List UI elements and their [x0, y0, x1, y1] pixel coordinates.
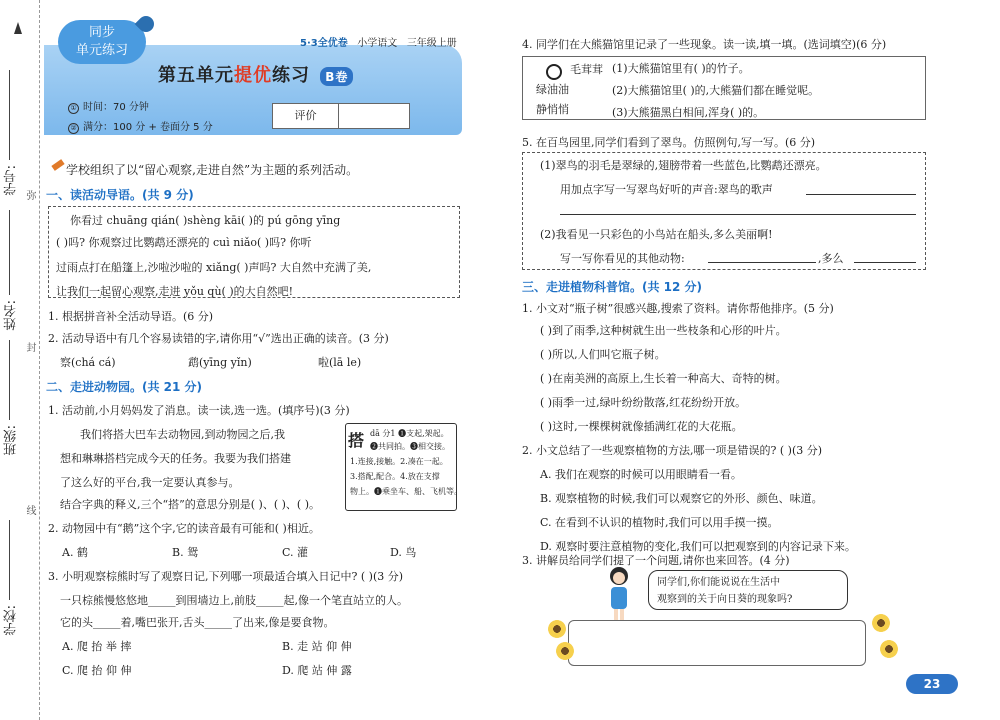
ordering-item[interactable]: ( )所以,人们叫它瓶子树。 [540, 348, 666, 361]
speech-bubble [648, 570, 848, 610]
choice-option[interactable]: D. 观察时要注意植物的变化,我们可以把观察到的内容记录下来。 [540, 540, 856, 553]
question: 1. 小文对“瓶子树”很感兴趣,搜索了资料。请你帮他排序。(5 分) [522, 302, 834, 315]
name-label: 姓名: [4, 300, 19, 331]
pencil-icon [51, 159, 64, 171]
example-line: (2)我看见一只彩色的小鸟站在船头,多么美丽啊! [540, 228, 773, 241]
prompt-line: 用加点字写一写翠鸟好听的声音:翠鸟的歌声 [560, 183, 773, 196]
question: 2. 活动导语中有几个容易读错的字,请你用“√”选出正确的读音。(3 分) [48, 332, 389, 345]
message-line: 我们将搭大巴车去动物园,到动物园之后,我 [80, 428, 285, 441]
id-field[interactable] [9, 70, 10, 160]
time-limit [68, 98, 149, 114]
example-line: (1)翠鸟的羽毛是翠绿的,翅膀带着一些蓝色,比鹦鹉还漂亮。 [540, 159, 827, 172]
title-text: 练习 [272, 65, 310, 86]
hint-line: dā 分1 ❶支起,架起。 [370, 429, 449, 438]
question: 3. 小明观察棕熊时写了观察日记,下列哪一项最适合填入日记中? ( )(3 分) [48, 570, 404, 583]
section-title: 一、读活动导语。(共 9 分) [46, 188, 194, 202]
ordering-item[interactable]: ( )到了雨季,这种树就生出一些枝条和心形的叶片。 [540, 324, 787, 337]
hint-character: 搭 [348, 431, 365, 450]
series-grade: 三年级上册 [406, 38, 457, 49]
sunflower-icon [548, 620, 566, 638]
section-title: 二、走进动物园。(共 21 分) [46, 380, 203, 394]
pinyin-option[interactable]: 啦(lā le) [318, 356, 362, 369]
question: 4. 同学们在大熊猫馆里记录了一些现象。读一读,填一填。(选词填空)(6 分) [522, 38, 887, 51]
word-bank [536, 60, 603, 120]
title-text: 第五单元 [158, 65, 234, 86]
passage-line: 让我们一起留心观察,走进 yǒu qù( )的大自然吧! [56, 285, 294, 298]
answer-line[interactable] [708, 262, 816, 263]
ordering-item[interactable]: ( )在南美洲的高原上,生长着一种高大、奇特的树。 [540, 372, 787, 385]
cut-char: 封 [24, 342, 35, 352]
pinyin-option[interactable]: 鹉(yīng yǐn) [188, 356, 252, 369]
question: 1. 根据拼音补全活动导语。(6 分) [48, 310, 214, 323]
clock-icon: ① [68, 103, 79, 114]
word: 绿油油 [536, 83, 569, 96]
school-label: 学校: [4, 605, 19, 636]
evaluation-label: 评价 [273, 104, 339, 128]
question: 3. 讲解员给同学们提了一个问题,请你也来回答。(4 分) [522, 554, 790, 567]
diary-line: 一只棕熊慢悠悠地_____到围墙边上,前肢_____起,像一个笔直站立的人。 [60, 594, 408, 607]
answer-line[interactable] [806, 194, 916, 195]
choice-option[interactable]: C. 爬 抬 仰 伸 [62, 664, 132, 677]
title-highlight: 提优 [234, 65, 272, 86]
pinyin-option[interactable]: 察(chá cá) [60, 356, 116, 369]
intro-text: 学校组织了以“留心观察,走进自然”为主题的系列活动。 [66, 163, 359, 177]
question: 1. 活动前,小月妈妈发了消息。读一读,选一选。(填序号)(3 分) [48, 404, 350, 417]
sunflower-icon [872, 614, 890, 632]
passage-line: ( )吗? 你观察过比鹦鹉还漂亮的 cuì niǎo( )吗? 你听 [56, 236, 312, 249]
choice-option[interactable]: B. 鸳 [172, 546, 199, 559]
school-field[interactable] [9, 520, 10, 600]
speech-line: 观察到的关于向日葵的现象吗? [657, 594, 793, 605]
ordering-item[interactable]: ( )这时,一棵棵树就像插满红花的大花瓶。 [540, 420, 743, 433]
id-label: 学号: [4, 165, 19, 196]
choice-option[interactable]: D. 爬 站 伸 露 [282, 664, 352, 677]
fill-line: (1)大熊猫馆里有( )的竹子。 [612, 62, 750, 75]
time-text: 时间：70 分钟 [83, 102, 149, 113]
choice-option[interactable]: A. 爬 抬 举 摔 [62, 640, 132, 653]
hint-line: 3.搭配,配合。4.放在支撑 [350, 472, 440, 481]
evaluation-field[interactable] [339, 104, 409, 128]
question: 2. 小文总结了一些观察植物的方法,哪一项是错误的? ( )(3 分) [522, 444, 823, 457]
full-score [68, 118, 213, 134]
question: 5. 在百鸟园里,同学们看到了翠鸟。仿照例句,写一写。(6 分) [522, 136, 816, 149]
binding-strip [0, 0, 40, 720]
answer-box[interactable] [568, 620, 866, 666]
question-tail: 结合字典的释义,三个“搭”的意思分别是( )、( )、( )。 [60, 498, 320, 511]
page-title [158, 61, 353, 87]
page-number: 23 [906, 674, 958, 694]
prompt-line: 写一写你看见的其他动物: [560, 252, 685, 265]
word: 毛茸茸 [570, 63, 603, 76]
badge-line: 单元练习 [75, 43, 128, 58]
word: 静悄悄 [536, 103, 569, 116]
unit-badge [58, 20, 146, 64]
message-line: 想和琳琳搭档完成今天的任务。我要为我们搭建 [60, 452, 291, 465]
guide-girl-illustration [604, 566, 634, 626]
badge-line: 同步 [88, 25, 115, 40]
check-icon: ② [68, 123, 79, 134]
sunflower-icon [880, 640, 898, 658]
prompt-tail: ,多么 [818, 252, 844, 265]
choice-option[interactable]: C. 灌 [282, 546, 309, 559]
sunflower-icon [556, 642, 574, 660]
choice-option[interactable]: B. 走 站 仰 伸 [282, 640, 352, 653]
series-name: 5·3全优卷 [300, 38, 348, 49]
hint-line: ❷共同拍。❸相交接。 [370, 442, 450, 451]
passage-line: 你看过 chuāng qián( )shèng kāi( )的 pú gōng yīng [70, 214, 341, 227]
speech-line: 同学们,你们能说说在生活中 [657, 577, 781, 588]
evaluation-box [272, 103, 410, 129]
class-field[interactable] [9, 340, 10, 420]
choice-option[interactable]: B. 观察植物的时候,我们可以观察它的外形、颜色、味道。 [540, 492, 823, 505]
choice-option[interactable]: A. 我们在观察的时候可以用眼睛看一看。 [540, 468, 742, 481]
diary-line: 它的头_____着,嘴巴张开,舌头_____了出来,像是要食物。 [60, 616, 335, 629]
message-line: 了这么好的平台,我一定要认真参与。 [60, 476, 240, 489]
answer-line[interactable] [854, 262, 916, 263]
choice-option[interactable]: A. 鹤 [62, 546, 88, 559]
cut-char: 弥 [24, 190, 35, 200]
paper-tag: B卷 [320, 67, 353, 86]
choice-option[interactable]: C. 在看到不认识的植物时,我们可以用手摸一摸。 [540, 516, 779, 529]
passage-line: 过雨点打在船篷上,沙啦沙啦的 xiǎng( )声吗? 大自然中充满了美, [56, 261, 372, 274]
series-subject: 小学语文 [357, 38, 398, 49]
arrow-icon [14, 22, 22, 34]
ordering-item[interactable]: ( )雨季一过,绿叶纷纷散落,红花纷纷开放。 [540, 396, 747, 409]
question: 2. 动物园中有“鹅”这个字,它的读音最有可能和( )相近。 [48, 522, 320, 535]
cut-char: 线 [24, 505, 35, 515]
name-field[interactable] [9, 210, 10, 295]
score-text: 满分：100 分 + 卷面分 5 分 [83, 122, 213, 133]
fill-line: (3)大熊猫黑白相间,浑身( )的。 [612, 106, 765, 119]
hint-line: 物上。❶乘坐车、船、飞机等。 [350, 487, 462, 496]
series-info [300, 34, 457, 49]
answer-line[interactable] [560, 214, 916, 215]
dictionary-hint [345, 423, 462, 511]
fill-line: (2)大熊猫馆里( )的,大熊猫们都在睡觉呢。 [612, 84, 820, 97]
choice-option[interactable]: D. 鸟 [390, 546, 417, 559]
section-title: 三、走进植物科普馆。(共 12 分) [522, 280, 703, 294]
hint-line: 1.连接,接触。2.凑在一起。 [350, 457, 448, 466]
class-label: 班级: [4, 425, 19, 456]
